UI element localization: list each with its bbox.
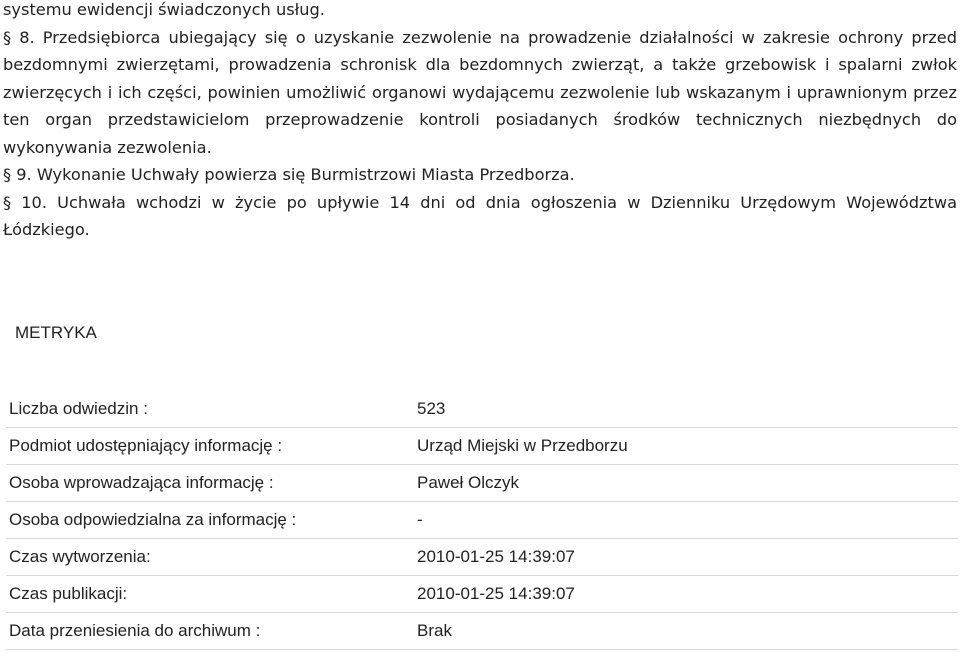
metryka-row-archived — [6, 613, 958, 650]
metryka-table — [6, 391, 958, 650]
metryka-value: 2010-01-25 14:39:07 — [417, 584, 575, 603]
metryka-value: - — [417, 510, 423, 529]
metryka-row-created — [6, 539, 958, 576]
metryka-label: Liczba odwiedzin : — [9, 399, 148, 418]
paragraph-section-8: § 8. Przedsiębiorca ubiegający się o uzyskanie zezwolenie na prowadzenie działalności w zakresie ochrony przed bezdomnymi zwierzętami, prowadzenia schronisk dla bezdomnych zwierząt, a także grzebowisk i spalarni zwłok zwierzęcych i ich części, powinien umożliwić organowi wydającemu zezwolenie lub wskazanym i uprawnionym przez ten organ przedstawicielom przeprowadzenie kontroli posiadanych środków technicznych niezbędnych do wykonywania zezwolenia. — [3, 27, 957, 157]
metryka-row-published — [6, 576, 958, 613]
metryka-value: Brak — [417, 621, 452, 640]
metryka-label: Osoba wprowadzająca informację : — [9, 473, 274, 492]
metryka-row-entered-by — [6, 465, 958, 502]
metryka-value: Paweł Olczyk — [417, 473, 520, 492]
metryka-value: Urząd Miejski w Przedborzu — [417, 436, 628, 455]
paragraph-section-10: § 10. Uchwała wchodzi w życie po upływie 14 dni od dnia ogłoszenia w Dzienniku Urzędowym Województwa Łódzkiego. — [3, 192, 957, 239]
metryka-row-visits — [6, 391, 958, 428]
metryka-row-publisher — [6, 428, 958, 465]
metryka-heading: METRYKA — [15, 323, 97, 342]
metryka-value: 523 — [417, 399, 446, 418]
metryka-label: Podmiot udostępniający informację : — [9, 436, 283, 455]
metryka-label: Czas wytworzenia: — [9, 547, 151, 566]
metryka-label: Osoba odpowiedzialna za informację : — [9, 510, 297, 529]
document-body — [3, 0, 957, 244]
metryka-label: Czas publikacji: — [9, 584, 128, 603]
paragraph-continuation: systemu ewidencji świadczonych usług. — [3, 0, 325, 19]
metryka-value: 2010-01-25 14:39:07 — [417, 547, 575, 566]
metryka-row-responsible — [6, 502, 958, 539]
metryka-label: Data przeniesienia do archiwum : — [9, 621, 261, 640]
paragraph-section-9: § 9. Wykonanie Uchwały powierza się Burmistrzowi Miasta Przedborza. — [3, 165, 575, 184]
